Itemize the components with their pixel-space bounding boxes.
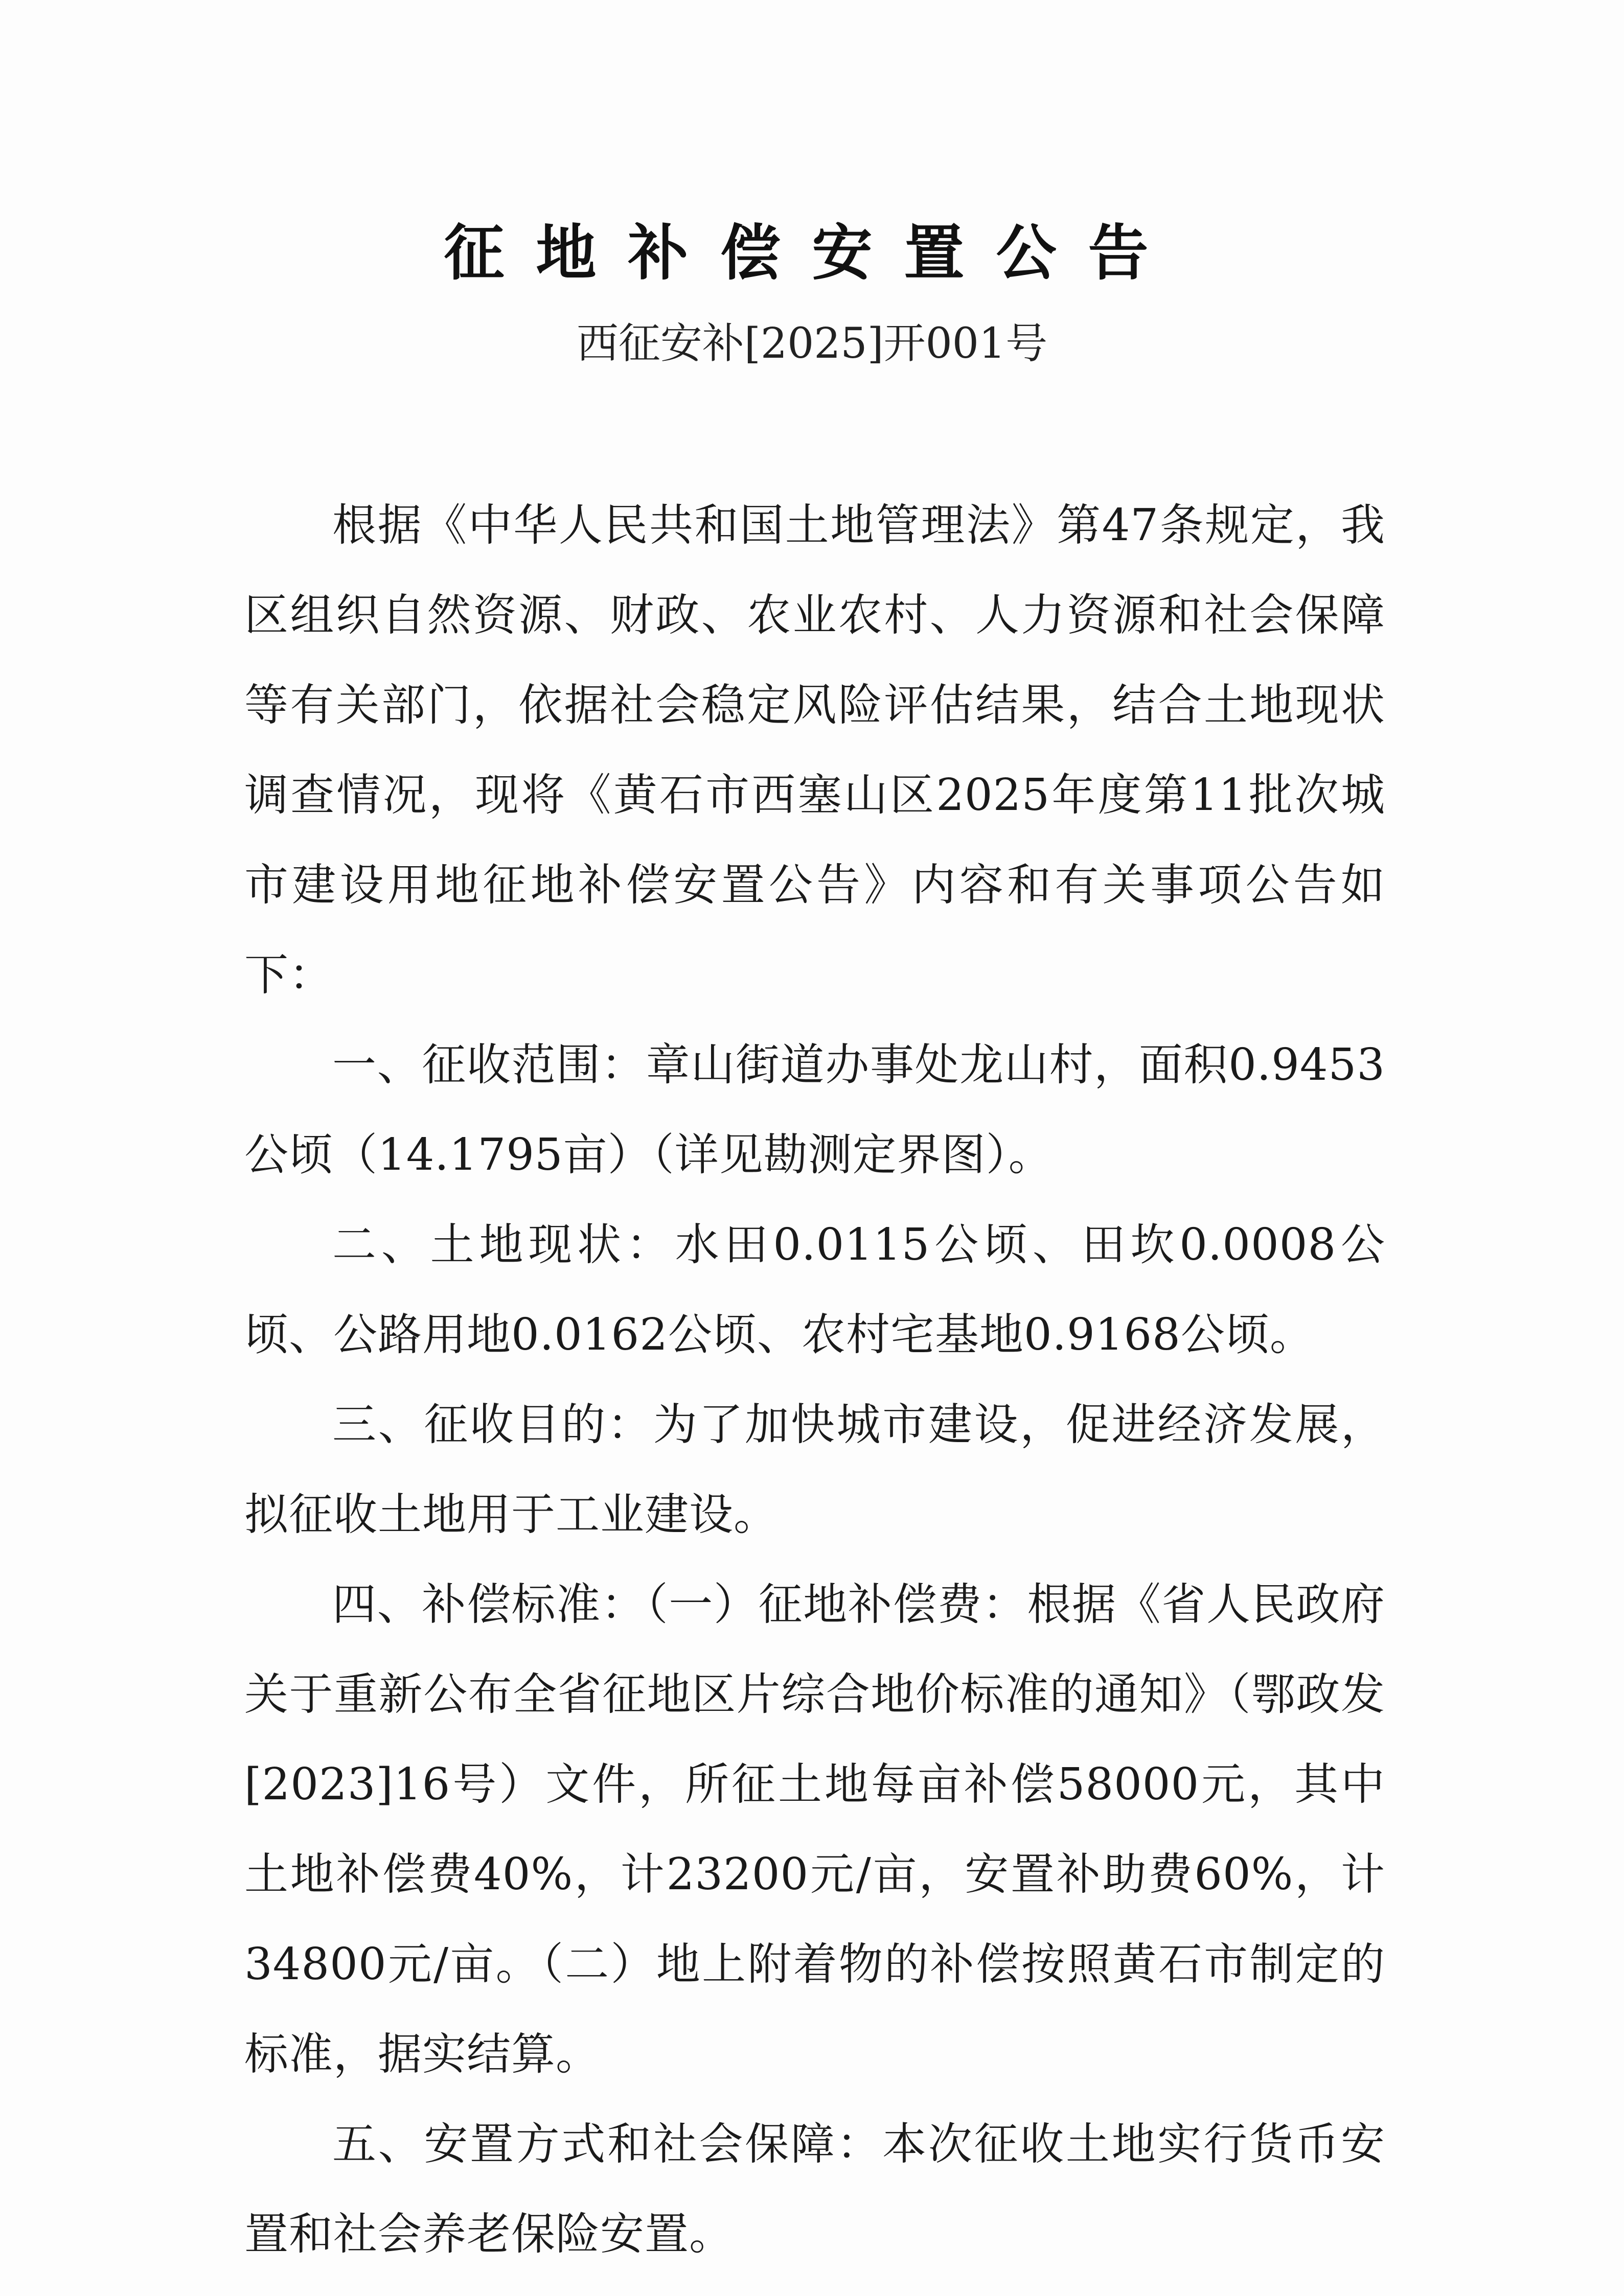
paragraph-compensation: 四、补偿标准：（一）征地补偿费：根据《省人民政府关于重新公布全省征地区片综合地价标准的通知》（鄂政发[2023]16号）文件，所征土地每亩补偿58000元，其中土地补偿费40%，计23200元/亩，安置补助费60%，计34800元/亩。（二）地上附着物的补偿按照黄石市制定的标准，据实结算。 [244,1579,1385,2080]
document-title: 征地补偿安置公告 [444,218,1180,288]
document-body [244,480,1385,2279]
paragraph-resettlement: 五、安置方式和社会保障：本次征收土地实行货币安置和社会养老保险安置。 [244,2119,1385,2260]
paragraph-intro: 根据《中华人民共和国土地管理法》第47条规定，我区组织自然资源、财政、农业农村、人力资源和社会保障等有关部门，依据社会稳定风险评估结果，结合土地现状调查情况，现将《黄石市西塞山区2025年度第11批次城市建设用地征地补偿安置公告》内容和有关事项公告如下： [244,500,1385,1001]
paragraph-land-status: 二、土地现状：水田0.0115公顷、田坎0.0008公顷、公路用地0.0162公顷、农村宅基地0.9168公顷。 [244,1219,1385,1360]
document-number: 西征安补[2025]开001号 [576,319,1048,368]
paragraph-purpose: 三、征收目的：为了加快城市建设，促进经济发展，拟征收土地用于工业建设。 [244,1399,1385,1540]
paragraph-scope: 一、征收范围：章山街道办事处龙山村，面积0.9453公顷（14.1795亩）（详见勘测定界图）。 [244,1039,1385,1180]
